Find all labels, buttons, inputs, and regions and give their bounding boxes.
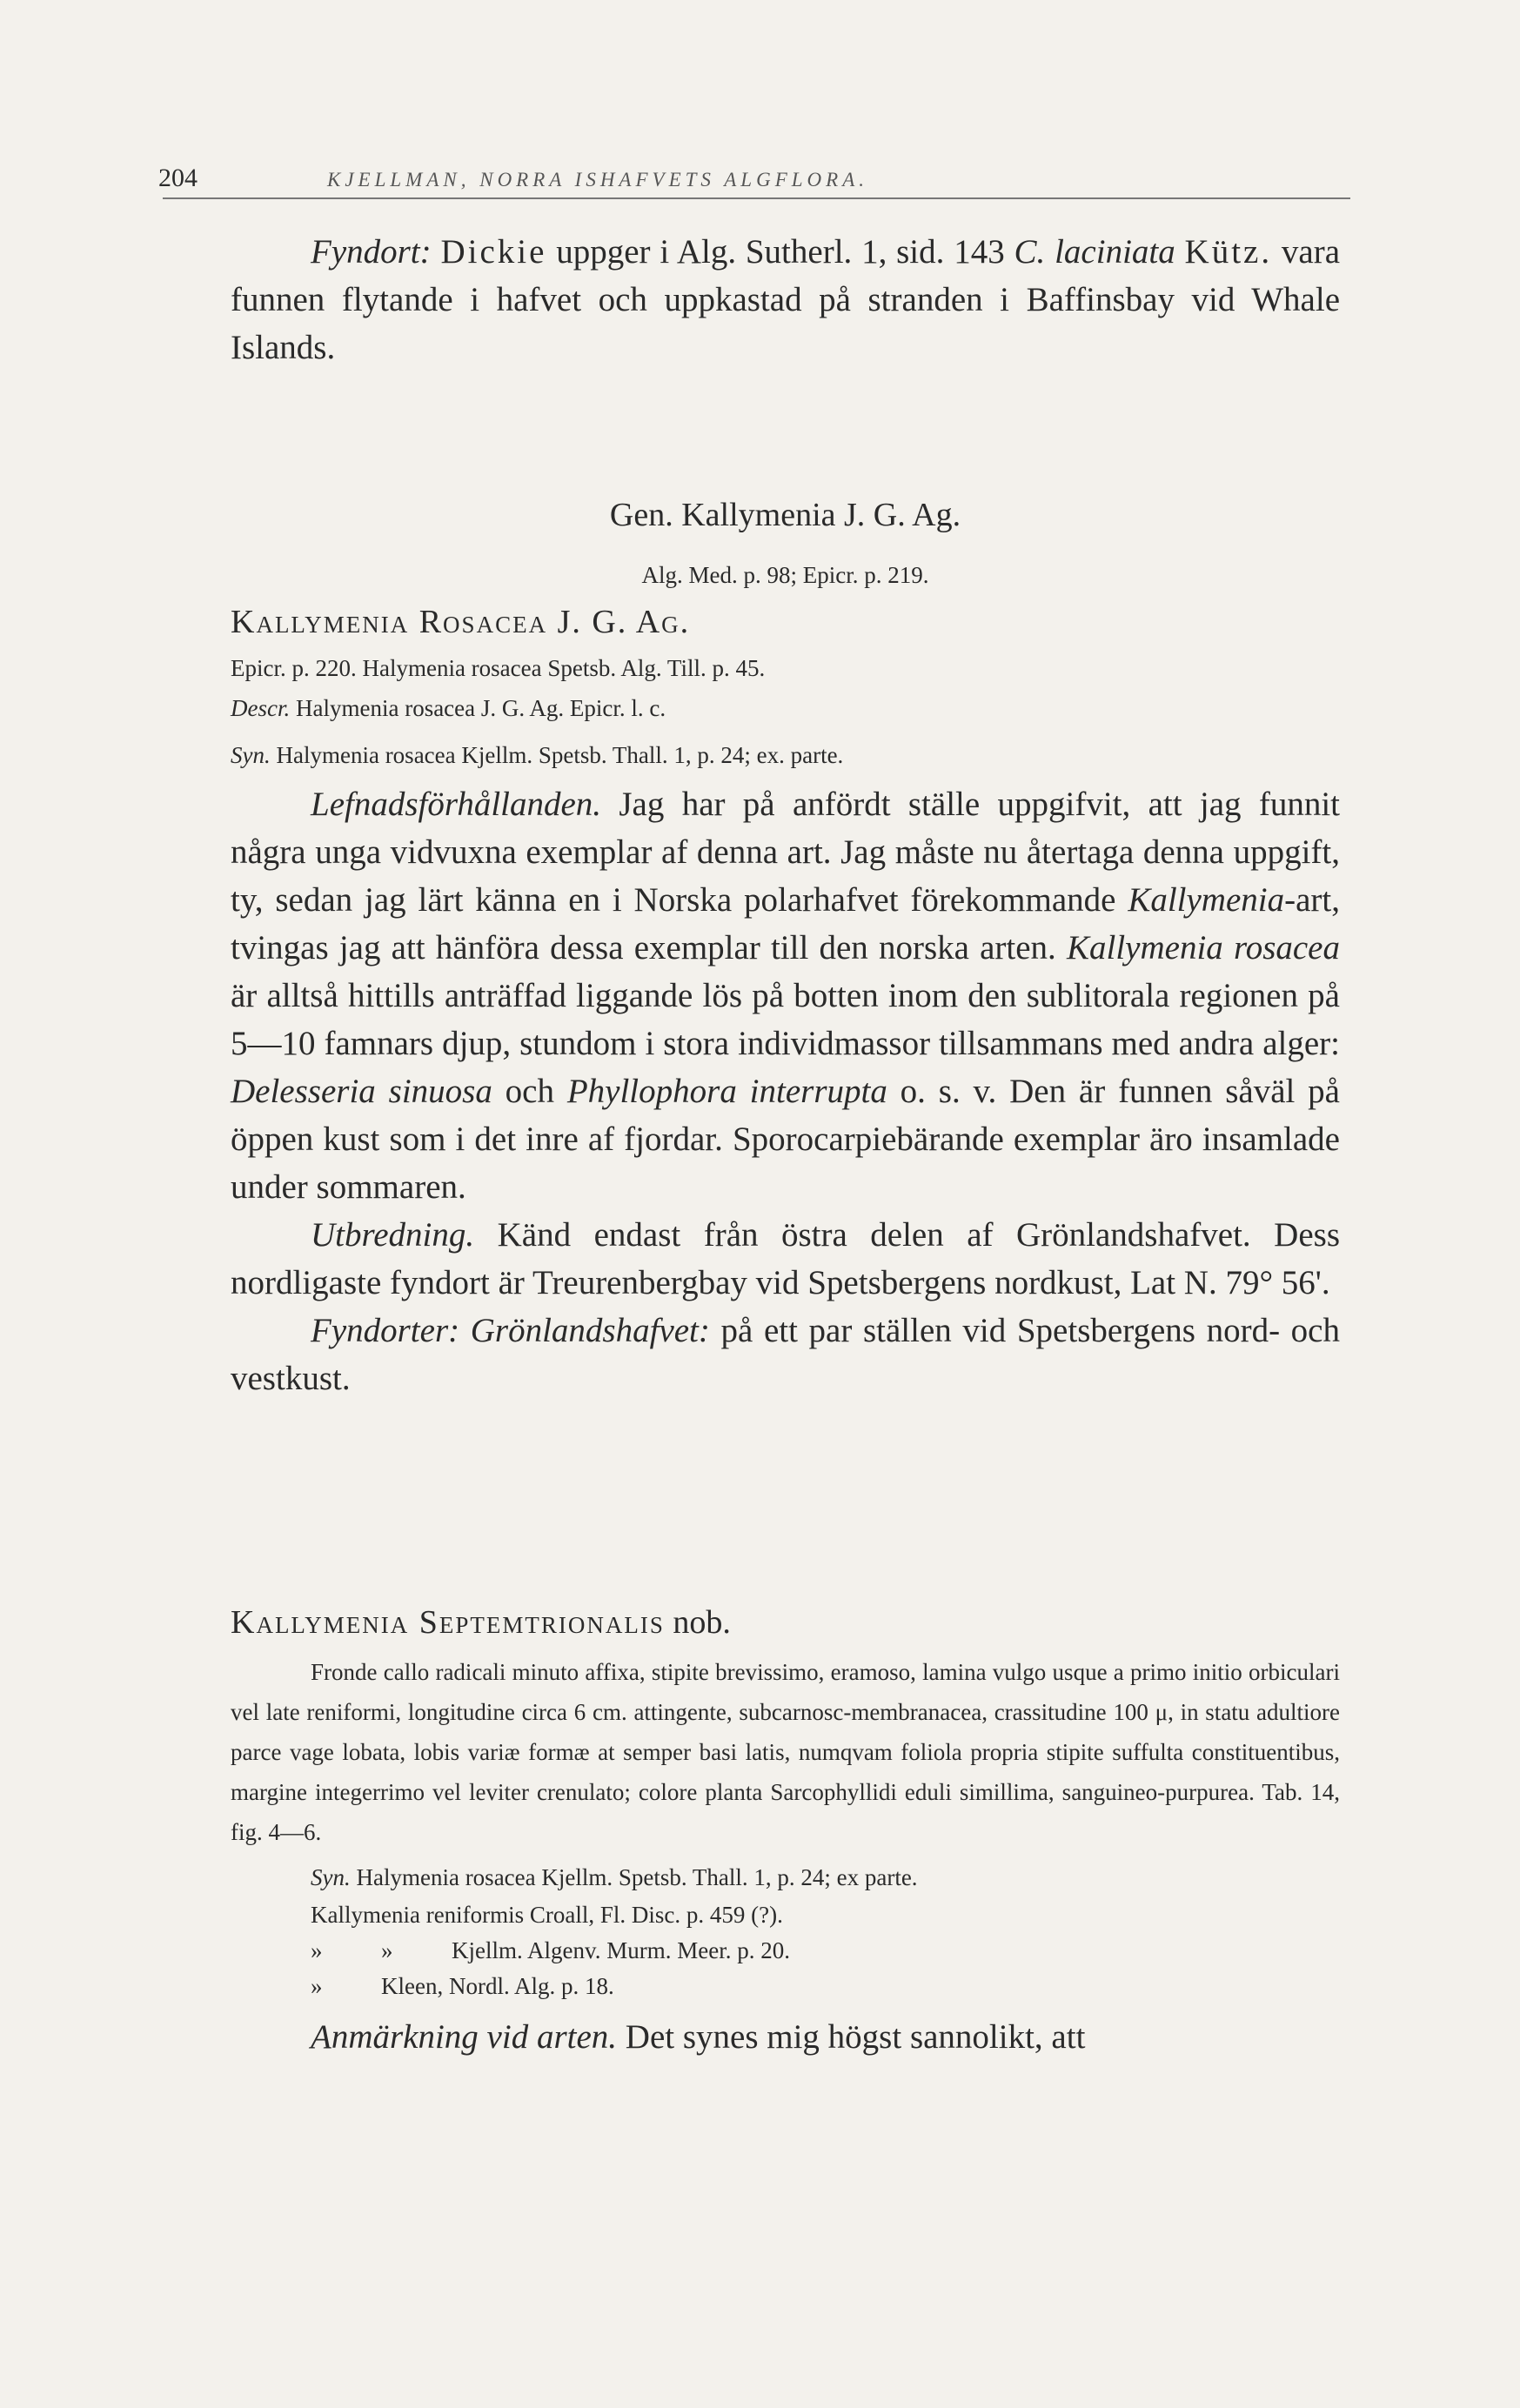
page-number: 204: [158, 164, 198, 192]
fyndort-paragraph: [231, 228, 1340, 371]
sept-syn-label: Syn.: [311, 1864, 351, 1890]
fynd-text: på ett par ställen vid Spetsbergens nord- och vestkust.: [231, 1312, 1340, 1397]
fynd-paragraph: [231, 1307, 1340, 1402]
descr-text: Halymenia rosacea J. G. Ag. Epicr. l. c.: [290, 695, 666, 721]
fynd-place: Grönlandshafvet:: [470, 1312, 710, 1349]
running-title: KJELLMAN, NORRA ISHAFVETS ALGFLORA.: [327, 169, 869, 191]
sept-syn-line-1: Kallymenia reniformis Croall, Fl. Disc. p. 459 (?).: [311, 1902, 783, 1928]
rosacea-heading: Kallymenia Rosacea J. G. Ag.: [231, 604, 691, 640]
rosacea-syn-text: Halymenia rosacea Kjellm. Spetsb. Thall. 1, p. 24; ex. parte.: [270, 742, 844, 768]
sept-syn-list: [311, 1897, 1340, 2004]
utbred-label: Utbredning.: [311, 1216, 475, 1254]
lefnad-paragraph: [231, 780, 1340, 1211]
sept-syn-line-0: Halymenia rosacea Kjellm. Spetsb. Thall. 1, p. 24; ex parte.: [356, 1864, 918, 1890]
utbred-text: Känd endast från östra delen af Grönlandshafvet. Dess nordligaste fyndort är Treurenbergbay vid Spetsbergens nordkust, Lat N. 79° 56'.: [231, 1216, 1340, 1301]
header-rule: [163, 197, 1350, 199]
rosacea-syn-label: Syn.: [231, 742, 271, 768]
fynd-label: Fyndorter:: [311, 1312, 460, 1349]
lefnad-delesseria: Delesseria sinuosa: [231, 1073, 492, 1110]
lefnad-label: Lefnadsförhållanden.: [311, 786, 602, 823]
lefnad-text3: är alltså hittills anträffad liggande lös på botten inom den sublitorala regionen på 5—10 famnars djup, stundom i stora individmassor tillsammans med andra alger:: [231, 977, 1340, 1062]
genus-title: Gen. Kallymenia J. G. Ag.: [609, 497, 961, 533]
fyndort-text2: vara funnen flytande i hafvet och uppkastad på stranden i Baffinsbay vid Whale Islands.: [231, 233, 1341, 366]
septentrionalis-section: [231, 1599, 1340, 2061]
fyndort-author: Kütz.: [1184, 233, 1273, 271]
genus-ref: Alg. Med. p. 98; Epicr. p. 219.: [641, 562, 929, 588]
anm-text: Det synes mig högst sannolikt, att: [617, 2018, 1086, 2056]
lefnad-species: Kallymenia rosacea: [1066, 929, 1340, 967]
sept-heading: Kallymenia Septemtrionalis: [231, 1604, 665, 1641]
lefnad-phyllophora: Phyllophora interrupta: [566, 1073, 887, 1110]
utbred-paragraph: [231, 1211, 1340, 1307]
lefnad-och: och: [492, 1073, 567, 1110]
lefnad-text1: Jag har på anfördt ställe uppgifvit, att jag funnit några unga vidvuxna exemplar af denna art. Jag måste nu återtaga denna uppgift, ty, sedan jag lärt känna en i Norska polarhafvet förekommande: [231, 786, 1340, 919]
rosacea-section: [231, 599, 1340, 1402]
sept-syn-line-3: » Kleen, Nordl. Alg. p. 18.: [311, 1973, 614, 1999]
fyndort-name: Dickie: [440, 233, 547, 271]
lefnad-kallymenia: Kallymenia: [1128, 881, 1285, 919]
sept-syn-line-2: » » Kjellm. Algenv. Murm. Meer. p. 20.: [311, 1937, 790, 1963]
fyndort-label: Fyndort:: [311, 233, 432, 271]
genus-block: [231, 492, 1340, 595]
lefnad-text2: -art, tvingas jag att hänföra dessa exemplar till den norska arten.: [231, 881, 1340, 967]
fyndort-text1: uppger i Alg. Sutherl. 1, sid. 143: [546, 233, 1014, 271]
anm-label: Anmärkning vid arten.: [311, 2018, 618, 2056]
sept-latin-diagnosis: Fronde callo radicali minuto affixa, stipite brevissimo, eramoso, lamina vulgo usque a primo initio orbiculari vel late reniformi, longitudine circa 6 cm. attingente, subcarnosc-membranacea, crassitudine 100 μ, in statu adultiore parce vage lobata, lobis variæ formæ at semper basi latis, numqvam foliola propria stipite suffulta constituentibus, margine integerrimo vel leviter crenulato; colore planta Sarcophyllidi eduli simillima, sanguineo-purpurea. Tab. 14, fig. 4—6.: [231, 1659, 1340, 1845]
rosacea-ref: Epicr. p. 220. Halymenia rosacea Spetsb. Alg. Till. p. 45.: [231, 655, 766, 681]
lefnad-text4: o. s. v. Den är funnen såväl på öppen kust som i det inre af fjordar. Sporocarpiebärande exemplar äro insamlade under sommaren.: [231, 1073, 1340, 1206]
descr-label: Descr.: [231, 695, 291, 721]
fyndort-species: C. laciniata: [1014, 233, 1175, 271]
sept-nob: nob.: [673, 1604, 731, 1641]
